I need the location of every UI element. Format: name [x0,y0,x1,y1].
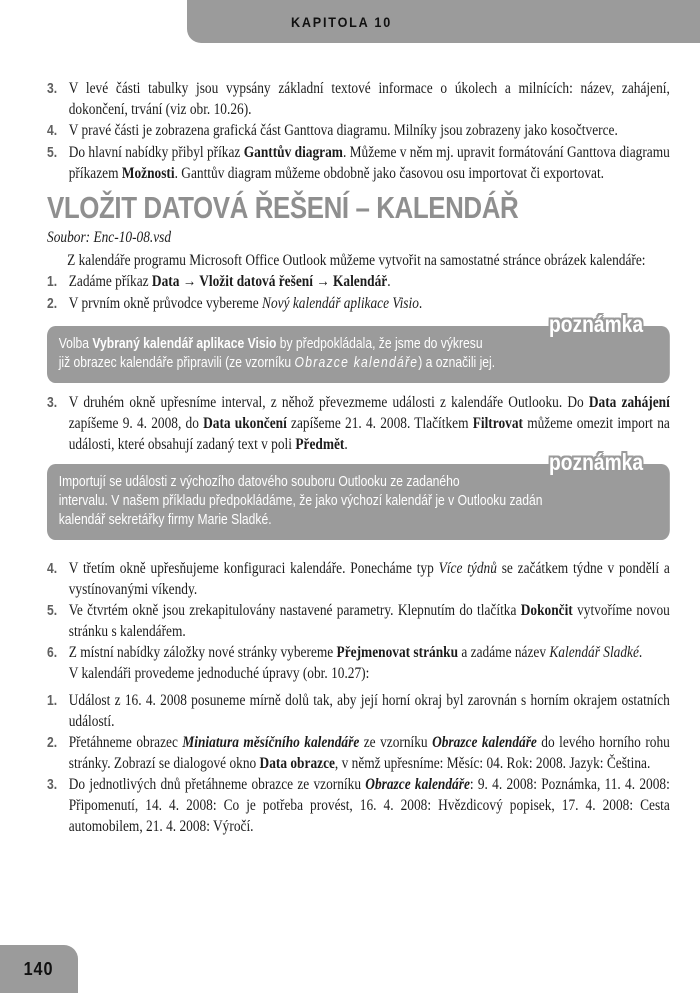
list-item-3a [47,78,670,120]
list-text: V prvním okně průvodce vybereme Nový kalendář aplikace Visio. [68,295,423,312]
list-text: Do jednotlivých dnů přetáhneme obrazce ze vzorníku Obrazce kalendáře: 9. 4. 2008: Poznámka, 11. 4. 2008: Připomenutí, 14. 4. 2008: Co je potřeba provést, 16. 4. 2008: Hvězdicový popisek, 17. 4. 2008: Cesta automobilem, 21. 4. 2008: Výročí. [68,776,670,835]
list-number: 4. [47,561,58,577]
list-item-4a [47,120,670,142]
list-number: 5. [47,145,58,161]
list-item-1c [47,690,670,732]
list-item-2c [47,732,670,774]
list-text: Zadáme příkaz Data → Vložit datová řešení → Kalendář. [68,273,391,290]
list-text: Událost z 16. 4. 2008 posuneme mírně dolů tak, aby její horní okraj byl zarovnán s horním okrajem ostatních událostí. [68,692,670,730]
list-text: V levé části tabulky jsou vypsány základní textové informace o úkolech a milnících: název, zahájení, dokončení, trvání (viz obr. 10.26). [68,80,670,118]
list-number: 2. [47,296,58,312]
list-text: V druhém okně upřesníme interval, z něhož převezmeme události z kalendáře Outlooku. Do Data zahájení zapíšeme 9. 4. 2008, do Data ukončení zapíšeme 21. 4. 2008. Tlačítkem Filtrovat můžeme omezit import na události, které obsahují zadaný text v poli Předmět. [68,394,670,453]
file-reference: Soubor: Enc-10-08.vsd [47,229,172,246]
list-number: 6. [47,645,58,661]
list-number: 3. [47,395,58,411]
note-label: poznámka [549,311,644,337]
page-content [47,78,670,837]
note-box-1 [47,311,670,383]
list-item-4b [47,558,670,600]
note-text: Importují se události z výchozího datového souboru Outlooku ze zadaného intervalu. V našem příkladu předpokládáme, že jako výchozí kalendář je v Outlooku zadán kalendář sekretářky firmy Marie Sladké. [58,474,543,528]
note-box-2 [47,449,670,540]
list-number: 1. [47,274,58,290]
list-number: 3. [47,81,58,97]
chapter-label: KAPITOLA 10 [291,13,393,30]
list-text: Ve čtvrtém okně jsou zrekapitulovány nastavené parametry. Klepnutím do tlačítka Dokončit vytvoříme novou stránku s kalendářem. [68,602,670,640]
intro-paragraph: Z kalendáře programu Microsoft Office Outlook můžeme vytvořit na samostatné stránce obrázek kalendáře: [67,252,646,269]
list-text: Do hlavní nabídky přibyl příkaz Ganttův diagram. Můžeme v něm mj. upravit formátování Ganttova diagramu příkazem Možnosti. Ganttův diagram můžeme obdobně jako časovou osu importovat či exportovat. [68,144,670,182]
note-label: poznámka [549,449,644,475]
section-heading: VLOŽIT DATOVÁ ŘEŠENÍ – KALENDÁŘ [47,190,519,225]
list-item-1b [47,271,670,293]
chapter-header-bar [187,0,700,43]
list-number: 2. [47,735,58,751]
list-number: 5. [47,603,58,619]
list-item-3b [47,392,670,455]
list-text: Přetáhneme obrazec Miniatura měsíčního kalendáře ze vzorníku Obrazce kalendáře do levého horního rohu stránky. Zobrazí se dialogové okno Data obrazce, v němž upřesníme: Měsíc: 04. Rok: 2008. Jazyk: Čeština. [68,734,670,772]
list-number: 3. [47,777,58,793]
list-item-5b [47,600,670,642]
note-text: Volba Vybraný kalendář aplikace Visio by předpokládala, že jsme do výkresu již obrazec kalendáře připravili (ze vzorníku Obrazce kalendáře) a označili jej. [58,336,496,371]
list-item-6b [47,642,670,684]
list-number: 1. [47,693,58,709]
list-item-3c [47,774,670,837]
list-text: V pravé části je zobrazena grafická část Ganttova diagramu. Milníky jsou zobrazeny jako kosočtverce. [68,122,618,139]
list-item-5a [47,142,670,184]
list-number: 4. [47,123,58,139]
list-text: V třetím okně upřesňujeme konfiguraci kalendáře. Ponecháme typ Více týdnů se začátkem týdne v pondělí a vystínovanými víkendy. [68,560,670,598]
page-number-tab [0,945,78,993]
list-text: Z místní nabídky záložky nové stránky vybereme Přejmenovat stránku a zadáme název Kalendář Sladké. V kalendáři provedeme jednoduché úpravy (obr. 10.27): [68,644,643,682]
page-number: 140 [24,958,54,979]
